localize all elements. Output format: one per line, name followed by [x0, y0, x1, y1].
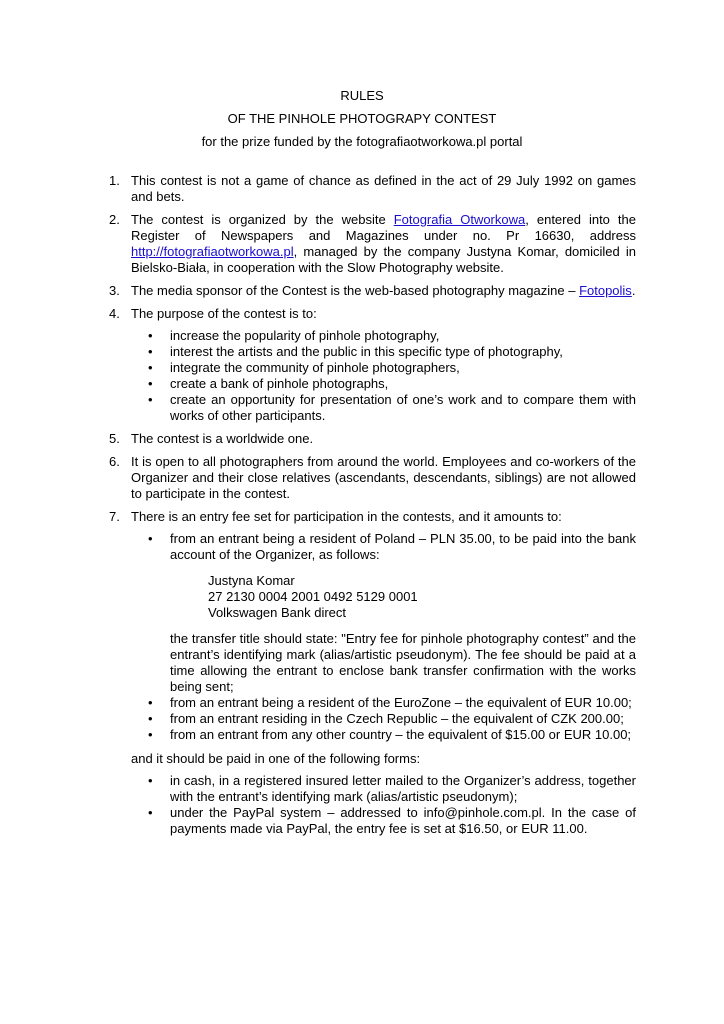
bullet-icon: •	[148, 805, 153, 820]
payment-bullet-list	[148, 773, 636, 837]
rule-number: 3.	[109, 283, 120, 298]
bullet-icon: •	[148, 773, 153, 788]
bank-name: Volkswagen Bank direct	[208, 605, 347, 620]
bank-account-number: 27 2130 0004 2001 0492 5129 0001	[208, 589, 418, 604]
fee-poland-text: from an entrant being a resident of Poland – PLN 35.00, to be paid into the bank account of the Organizer, as follows:	[170, 531, 636, 562]
subtitle: for the prize funded by the fotografiaotworkowa.pl portal	[201, 134, 523, 149]
rule-item-2	[109, 212, 636, 276]
rule-item-4	[109, 306, 636, 424]
bullet-icon: •	[148, 376, 153, 391]
rules-list	[109, 173, 636, 837]
fotopolis-link[interactable]: Fotopolis	[579, 283, 632, 298]
list-item: • integrate the community of pinhole photographers,	[148, 360, 460, 375]
rule-number: 7.	[109, 509, 120, 524]
rule-text: The contest is organized by the website	[131, 212, 394, 227]
list-item: • create a bank of pinhole photographs,	[148, 376, 389, 391]
title-contest: OF THE PINHOLE PHOTOGRAPY CONTEST	[227, 111, 497, 126]
list-item	[148, 531, 636, 695]
bank-details	[170, 573, 636, 621]
bank-account-holder: Justyna Komar	[208, 573, 295, 588]
rule-text: The media sponsor of the Contest is the web-based photography magazine –	[131, 283, 580, 298]
rule-text: , managed by the company Justyna Komar, domiciled in Bielsko-Biała, in cooperation with the Slow Photography website.	[131, 244, 636, 275]
bullet-icon: •	[148, 328, 153, 343]
rule-number: 6.	[109, 454, 120, 469]
list-item: • from an entrant from any other country – the equivalent of $15.00 or EUR 10.00;	[148, 727, 632, 742]
list-item: • in cash, in a registered insured letter mailed to the Organizer’s address, together with the entrant’s identifying mark (alias/artistic pseudonym);	[148, 773, 636, 804]
rule-number: 5.	[109, 431, 120, 446]
bullet-icon: •	[148, 727, 153, 742]
list-item: • increase the popularity of pinhole photography,	[148, 328, 440, 343]
rule-item-7	[109, 509, 636, 743]
rule-item-6	[109, 454, 636, 502]
fotografia-otworkowa-link[interactable]: Fotografia Otworkowa	[393, 212, 526, 227]
bullet-icon: •	[148, 531, 153, 546]
rule-item-1	[109, 173, 636, 205]
rule-item-5	[109, 431, 636, 447]
rule-text: The purpose of the contest is to:	[131, 306, 317, 321]
rule-number: 1.	[109, 173, 120, 188]
rule-number: 2.	[109, 212, 120, 227]
rule-text: The contest is a worldwide one.	[131, 431, 314, 446]
rule-item-3	[109, 283, 636, 299]
list-item: • from an entrant residing in the Czech Republic – the equivalent of CZK 200.00;	[148, 711, 624, 726]
list-item: • from an entrant being a resident of the EuroZone – the equivalent of EUR 10.00;	[148, 695, 632, 710]
fee-bullet-list	[148, 531, 636, 743]
purpose-bullet-list	[148, 328, 636, 424]
rule-text: It is open to all photographers from around the world. Employees and co-workers of the Organizer and their close relatives (ascendants, descendants, siblings) are not allowed to participate in the contest.	[131, 454, 636, 501]
payment-intro: and it should be paid in one of the following forms:	[131, 751, 421, 766]
bullet-icon: •	[148, 392, 153, 407]
bullet-icon: •	[148, 360, 153, 375]
website-url-link[interactable]: http://fotografiaotworkowa.pl	[131, 244, 294, 259]
title-rules: RULES	[340, 88, 384, 103]
rule-text: .	[631, 283, 636, 298]
transfer-note: the transfer title should state: "Entry fee for pinhole photography contest” and the entrant’s identifying mark (alias/artistic pseudonym). The fee should be paid at a time allowing the entrant to enclose bank transfer confirmation with the works being sent;	[170, 631, 636, 694]
list-item: • create an opportunity for presentation of one’s work and to compare them with works of other participants.	[148, 392, 636, 423]
bullet-icon: •	[148, 344, 153, 359]
list-item: • interest the artists and the public in this specific type of photography,	[148, 344, 563, 359]
bullet-icon: •	[148, 711, 153, 726]
list-item: • under the PayPal system – addressed to info@pinhole.com.pl. In the case of payments made via PayPal, the entry fee is set at $16.50, or EUR 11.00.	[148, 805, 636, 836]
rule-text: This contest is not a game of chance as defined in the act of 29 July 1992 on games and bets.	[131, 173, 636, 204]
bullet-icon: •	[148, 695, 153, 710]
rule-number: 4.	[109, 306, 120, 321]
rule-text: , entered into the Register of Newspapers and Magazines under no. Pr 16630, address	[131, 212, 636, 243]
rule-text: There is an entry fee set for participation in the contests, and it amounts to:	[131, 509, 562, 524]
